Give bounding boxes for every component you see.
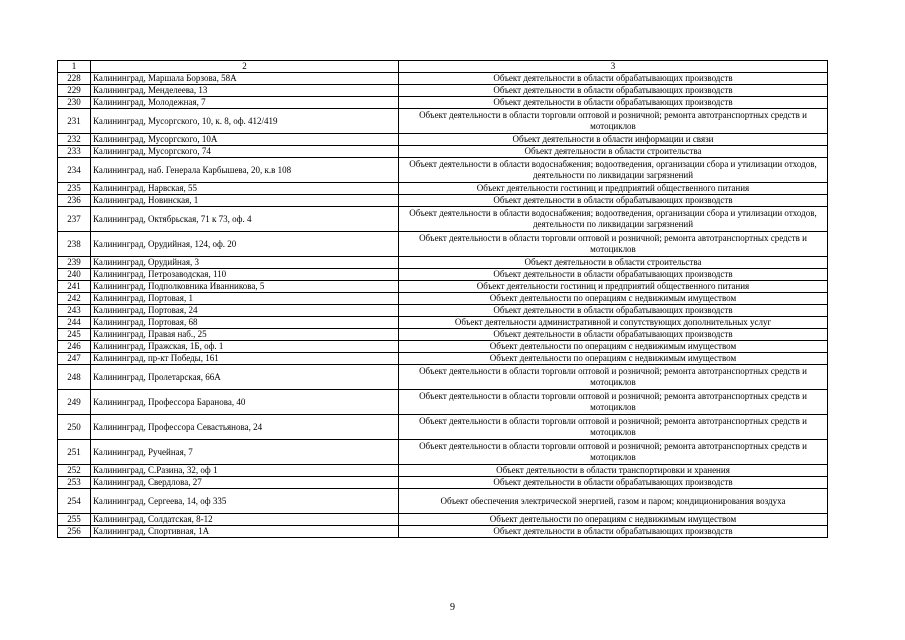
row-address: Калининград, Профессора Севастьянова, 24 xyxy=(91,415,399,440)
row-number: 248 xyxy=(58,365,91,390)
row-number: 229 xyxy=(58,85,91,97)
row-activity: Объект деятельности в области обрабатывающих производств xyxy=(399,305,828,317)
row-number: 252 xyxy=(58,465,91,477)
table-row xyxy=(58,195,828,207)
row-number: 241 xyxy=(58,281,91,293)
table-row xyxy=(58,73,828,85)
row-activity: Объект деятельности по операциям с недвижимым имуществом xyxy=(399,514,828,526)
row-address: Калининград, Портовая, 1 xyxy=(91,293,399,305)
row-activity: Объект деятельности в области обрабатывающих производств xyxy=(399,269,828,281)
row-address: Калининград, Ручейная, 7 xyxy=(91,440,399,465)
row-number: 250 xyxy=(58,415,91,440)
row-activity: Объект деятельности в области обрабатывающих производств xyxy=(399,73,828,85)
row-activity: Объект деятельности в области торговли оптовой и розничной; ремонта автотранспортных средств и мотоциклов xyxy=(399,390,828,415)
table-row xyxy=(58,97,828,109)
row-address: Калининград, С.Разина, 32, оф 1 xyxy=(91,465,399,477)
row-activity: Объект деятельности в области обрабатывающих производств xyxy=(399,526,828,538)
row-activity: Объект деятельности гостиниц и предприятий общественного питания xyxy=(399,281,828,293)
row-number: 256 xyxy=(58,526,91,538)
table-row xyxy=(58,317,828,329)
table-row xyxy=(58,281,828,293)
table-row xyxy=(58,390,828,415)
row-address: Калининград, Маршала Борзова, 58А xyxy=(91,73,399,85)
table-row xyxy=(58,465,828,477)
page-number: 9 xyxy=(450,602,455,613)
row-number: 249 xyxy=(58,390,91,415)
row-address: Калининград, Солдатская, 8-12 xyxy=(91,514,399,526)
row-address: Калининград, Подполковника Иванникова, 5 xyxy=(91,281,399,293)
row-number: 232 xyxy=(58,134,91,146)
row-activity: Объект деятельности гостиниц и предприятий общественного питания xyxy=(399,183,828,195)
row-address: Калининград, Орудийная, 3 xyxy=(91,257,399,269)
row-activity: Объект деятельности в области обрабатывающих производств xyxy=(399,195,828,207)
row-number: 243 xyxy=(58,305,91,317)
row-address: Калининград, Октябрьская, 71 к 73, оф. 4 xyxy=(91,207,399,232)
table-row xyxy=(58,477,828,489)
table-row xyxy=(58,146,828,158)
row-address: Калининград, Петрозаводская, 110 xyxy=(91,269,399,281)
row-number: 247 xyxy=(58,353,91,365)
row-address: Калининград, Портовая, 68 xyxy=(91,317,399,329)
row-number: 230 xyxy=(58,97,91,109)
row-activity: Объект обеспечения электрической энергией, газом и паром; кондиционирования воздуха xyxy=(399,489,828,514)
row-address: Калининград, Спортивная, 1А xyxy=(91,526,399,538)
table-body xyxy=(58,61,828,538)
table-row xyxy=(58,257,828,269)
table-row xyxy=(58,183,828,195)
row-activity: Объект деятельности по операциям с недвижимым имуществом xyxy=(399,293,828,305)
row-number: 228 xyxy=(58,73,91,85)
row-number: 233 xyxy=(58,146,91,158)
table-row xyxy=(58,109,828,134)
row-activity: Объект деятельности в области торговли оптовой и розничной; ремонта автотранспортных средств и мотоциклов xyxy=(399,415,828,440)
row-number: 245 xyxy=(58,329,91,341)
row-address: Калининград, Свердлова, 27 xyxy=(91,477,399,489)
row-number: 231 xyxy=(58,109,91,134)
row-number: 239 xyxy=(58,257,91,269)
row-address: Калининград, Менделеева, 13 xyxy=(91,85,399,97)
row-address: Калининград, Мусоргского, 10, к. 8, оф. 412/419 xyxy=(91,109,399,134)
table-row xyxy=(58,353,828,365)
row-address: Калининград, Профессора Баранова, 40 xyxy=(91,390,399,415)
row-number: 246 xyxy=(58,341,91,353)
row-address: Калининград, Новинская, 1 xyxy=(91,195,399,207)
row-address: Калининград, Мусоргского, 74 xyxy=(91,146,399,158)
row-number: 234 xyxy=(58,158,91,183)
table-row xyxy=(58,158,828,183)
table-row xyxy=(58,329,828,341)
row-address: Калининград, Орудийная, 124, оф. 20 xyxy=(91,232,399,257)
row-address: Калининград, Молодежная, 7 xyxy=(91,97,399,109)
row-activity: Объект деятельности в области торговли оптовой и розничной; ремонта автотранспортных средств и мотоциклов xyxy=(399,365,828,390)
table-row xyxy=(58,207,828,232)
table-row xyxy=(58,85,828,97)
document-table xyxy=(57,60,828,538)
row-activity: Объект деятельности в области строительства xyxy=(399,146,828,158)
row-activity: Объект деятельности в области транспортировки и хранения xyxy=(399,465,828,477)
row-activity: Объект деятельности в области обрабатывающих производств xyxy=(399,329,828,341)
table-row xyxy=(58,341,828,353)
table-header-row xyxy=(58,61,828,73)
row-activity: Объект деятельности в области водоснабжения; водоотведения, организации сбора и утилизации отходов, деятельности по ликвидации загрязнений xyxy=(399,158,828,183)
row-activity: Объект деятельности в области обрабатывающих производств xyxy=(399,477,828,489)
table-row xyxy=(58,489,828,514)
table-row xyxy=(58,269,828,281)
row-number: 238 xyxy=(58,232,91,257)
row-activity: Объект деятельности в области торговли оптовой и розничной; ремонта автотранспортных средств и мотоциклов xyxy=(399,440,828,465)
header-col-1: 1 xyxy=(58,61,91,73)
row-address: Калининград, Нарвская, 55 xyxy=(91,183,399,195)
table-row xyxy=(58,293,828,305)
row-number: 237 xyxy=(58,207,91,232)
row-number: 254 xyxy=(58,489,91,514)
row-activity: Объект деятельности в области торговли оптовой и розничной; ремонта автотранспортных средств и мотоциклов xyxy=(399,109,828,134)
row-activity: Объект деятельности по операциям с недвижимым имуществом xyxy=(399,353,828,365)
row-activity: Объект деятельности в области торговли оптовой и розничной; ремонта автотранспортных средств и мотоциклов xyxy=(399,232,828,257)
header-col-3: 3 xyxy=(399,61,828,73)
row-activity: Объект деятельности в области водоснабжения; водоотведения, организации сбора и утилизации отходов, деятельности по ликвидации загрязнений xyxy=(399,207,828,232)
row-address: Калининград, Портовая, 24 xyxy=(91,305,399,317)
row-activity: Объект деятельности по операциям с недвижимым имуществом xyxy=(399,341,828,353)
row-activity: Объект деятельности в области строительства xyxy=(399,257,828,269)
row-address: Калининград, пр-кт Победы, 161 xyxy=(91,353,399,365)
row-activity: Объект деятельности в области информации и связи xyxy=(399,134,828,146)
table-row xyxy=(58,440,828,465)
row-number: 244 xyxy=(58,317,91,329)
row-activity: Объект деятельности административной и сопутствующих дополнительных услуг xyxy=(399,317,828,329)
row-number: 242 xyxy=(58,293,91,305)
table-row xyxy=(58,415,828,440)
row-activity: Объект деятельности в области обрабатывающих производств xyxy=(399,85,828,97)
row-address: Калининград, Правая наб., 25 xyxy=(91,329,399,341)
table-row xyxy=(58,305,828,317)
table-row xyxy=(58,365,828,390)
table-row xyxy=(58,134,828,146)
row-number: 240 xyxy=(58,269,91,281)
row-number: 235 xyxy=(58,183,91,195)
row-number: 251 xyxy=(58,440,91,465)
row-address: Калининград, Пролетарская, 66А xyxy=(91,365,399,390)
row-address: Калининград, Пражская, 1Б, оф. 1 xyxy=(91,341,399,353)
table-row xyxy=(58,232,828,257)
row-address: Калининград, Мусоргского, 10А xyxy=(91,134,399,146)
row-address: Калининград, наб. Генерала Карбышева, 20, к.в 108 xyxy=(91,158,399,183)
table-row xyxy=(58,526,828,538)
row-number: 236 xyxy=(58,195,91,207)
row-number: 255 xyxy=(58,514,91,526)
row-address: Калининград, Сергеева, 14, оф 335 xyxy=(91,489,399,514)
row-activity: Объект деятельности в области обрабатывающих производств xyxy=(399,97,828,109)
table-row xyxy=(58,514,828,526)
row-number: 253 xyxy=(58,477,91,489)
header-col-2: 2 xyxy=(91,61,399,73)
